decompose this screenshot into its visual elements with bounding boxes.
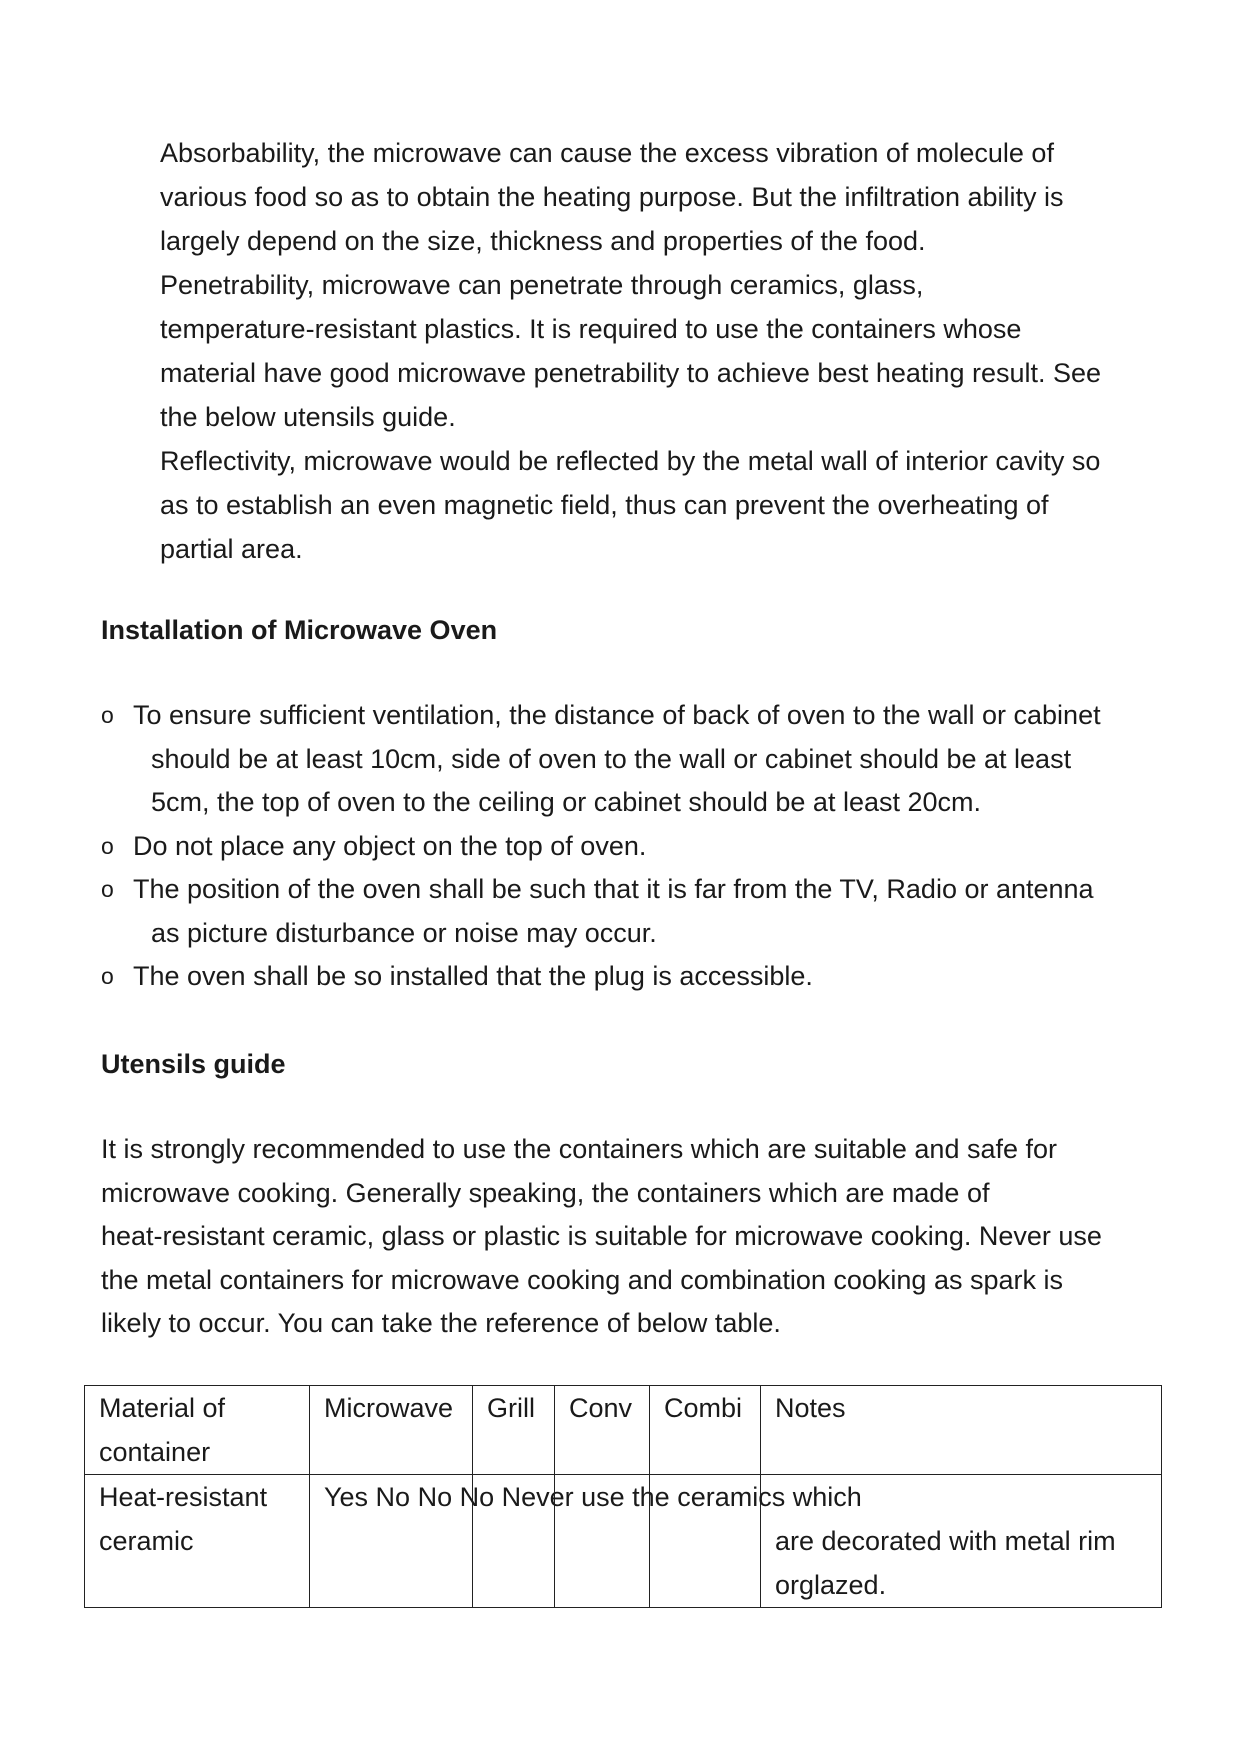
- header-material: [85, 1386, 310, 1475]
- header-grill: Grill: [473, 1386, 555, 1475]
- header-material-line: container: [99, 1437, 211, 1467]
- text-line: Reflectivity, microwave would be reflected by the metal wall of interior cavity so: [160, 446, 1101, 476]
- list-item-text: The oven shall be so installed that the plug is accessible.: [133, 961, 813, 991]
- installation-heading: Installation of Microwave Oven: [101, 615, 498, 645]
- text-line: It is strongly recommended to use the containers which are suitable and safe for: [101, 1134, 1058, 1164]
- misaligned-row-text: Yes No No No Never use the ceramics which: [324, 1482, 862, 1512]
- utensils-intro-paragraph: [101, 1128, 1151, 1346]
- utensils-heading: Utensils guide: [101, 1049, 286, 1079]
- installation-list: [101, 694, 1151, 999]
- list-item: [101, 868, 1151, 955]
- list-item-text: as picture disturbance or noise may occur.: [151, 917, 657, 948]
- text-line: heat-resistant ceramic, glass or plastic is suitable for microwave cooking. Never use: [101, 1221, 1102, 1251]
- list-item-text: To ensure sufficient ventilation, the distance of back of oven to the wall or cabinet: [133, 700, 1101, 730]
- list-item: [101, 825, 1151, 869]
- table-row: [85, 1475, 1162, 1608]
- notes-line: orglazed.: [775, 1570, 887, 1600]
- list-item-text: Do not place any object on the top of oven.: [133, 830, 647, 861]
- bullet-icon: o: [101, 702, 114, 728]
- bullet-icon: o: [101, 963, 114, 989]
- text-line: partial area.: [160, 534, 303, 564]
- header-notes: Notes: [761, 1386, 1162, 1475]
- bullet-icon: o: [101, 876, 114, 902]
- text-line: as to establish an even magnetic field, thus can prevent the overheating of: [160, 490, 1049, 520]
- header-combi: Combi: [650, 1386, 761, 1475]
- text-line: the below utensils guide.: [160, 402, 456, 432]
- text-line: various food so as to obtain the heating purpose. But the infiltration ability is: [160, 182, 1064, 212]
- text-line: microwave cooking. Generally speaking, the containers which are made of: [101, 1177, 990, 1208]
- text-line: temperature-resistant plastics. It is required to use the containers whose: [160, 314, 1022, 344]
- microwave-properties-paragraph: [160, 131, 1160, 571]
- cell-material-line: ceramic: [99, 1526, 194, 1556]
- header-material-line: Material of: [99, 1393, 226, 1423]
- cell-material-line: Heat-resistant: [99, 1482, 268, 1512]
- table-header-row: [85, 1386, 1162, 1475]
- bullet-icon: o: [101, 832, 114, 859]
- text-line: largely depend on the size, thickness and properties of the food.: [160, 226, 926, 256]
- utensils-table: [84, 1385, 1162, 1608]
- list-item: [101, 694, 1151, 825]
- text-line: likely to occur. You can take the reference of below table.: [101, 1308, 781, 1338]
- list-item-text: The position of the oven shall be such that it is far from the TV, Radio or antenna: [133, 874, 1094, 904]
- text-line: Absorbability, the microwave can cause the excess vibration of molecule of: [160, 138, 1054, 168]
- cell-material: [85, 1475, 310, 1608]
- list-item: [101, 955, 1151, 999]
- list-item-text: should be at least 10cm, side of oven to the wall or cabinet should be at least: [151, 743, 1072, 774]
- header-microwave: Microwave: [310, 1386, 473, 1475]
- list-item-text: 5cm, the top of oven to the ceiling or cabinet should be at least 20cm.: [151, 787, 981, 817]
- text-line: the metal containers for microwave cooking and combination cooking as spark is: [101, 1264, 1063, 1295]
- text-line: Penetrability, microwave can penetrate through ceramics, glass,: [160, 270, 924, 300]
- notes-line: are decorated with metal rim: [775, 1526, 1116, 1556]
- text-line: material have good microwave penetrability to achieve best heating result. See: [160, 358, 1102, 388]
- header-conv: Conv: [555, 1386, 650, 1475]
